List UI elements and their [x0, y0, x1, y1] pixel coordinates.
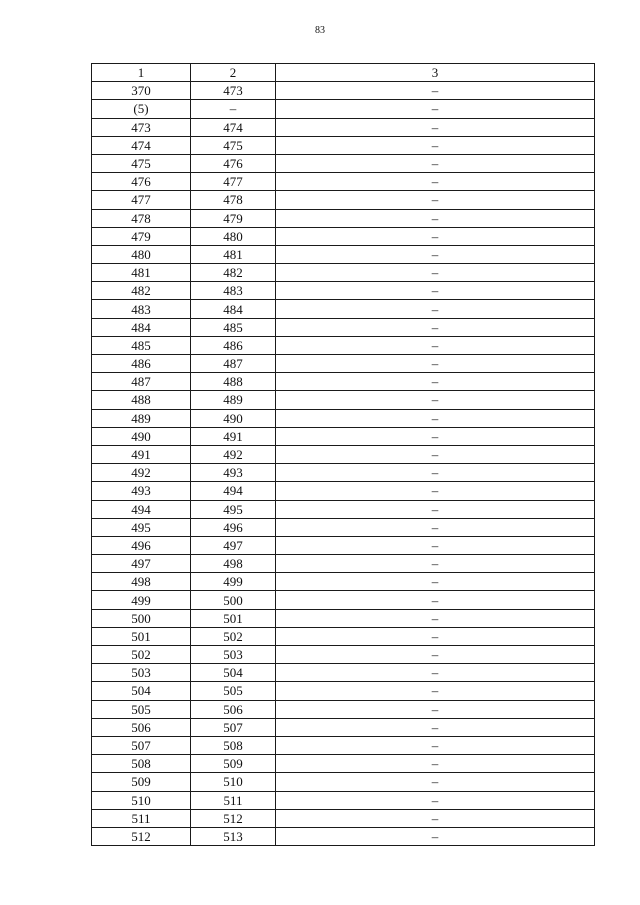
table-cell-col-2: 496 — [191, 518, 276, 536]
table-cell-col-3: – — [276, 118, 595, 136]
table-cell-col-3: – — [276, 373, 595, 391]
table-cell-col-1: 497 — [92, 555, 191, 573]
table-row — [92, 573, 595, 591]
table-cell-col-1: 511 — [92, 809, 191, 827]
table-cell-col-3: – — [276, 773, 595, 791]
table-cell-col-2: 494 — [191, 482, 276, 500]
table-row — [92, 82, 595, 100]
table-row — [92, 682, 595, 700]
table-cell-col-1: 483 — [92, 300, 191, 318]
table-row — [92, 136, 595, 154]
table-cell-col-1: 495 — [92, 518, 191, 536]
table-cell-col-1: 482 — [92, 282, 191, 300]
table-cell-col-3: – — [276, 682, 595, 700]
table-cell-col-1: 506 — [92, 718, 191, 736]
table-cell-col-1: 503 — [92, 664, 191, 682]
table-cell-col-3: – — [276, 791, 595, 809]
table-cell-col-2: 509 — [191, 755, 276, 773]
table-cell-col-3: – — [276, 409, 595, 427]
table-cell-col-3: – — [276, 191, 595, 209]
table-row — [92, 464, 595, 482]
table-cell-col-3: – — [276, 500, 595, 518]
table-cell-col-2: 473 — [191, 82, 276, 100]
table-row — [92, 773, 595, 791]
table-row — [92, 373, 595, 391]
table-cell-col-3: – — [276, 609, 595, 627]
table-cell-col-3: – — [276, 336, 595, 354]
table-cell-col-3: – — [276, 755, 595, 773]
table-cell-col-2: 492 — [191, 445, 276, 463]
table-row — [92, 518, 595, 536]
table-cell-col-2: 497 — [191, 536, 276, 554]
table-cell-col-2: 502 — [191, 627, 276, 645]
table-cell-col-2: 489 — [191, 391, 276, 409]
table-cell-col-3: – — [276, 573, 595, 591]
table-cell-col-3: – — [276, 827, 595, 845]
column-header-1: 1 — [92, 64, 191, 82]
table-cell-col-1: 512 — [92, 827, 191, 845]
table-cell-col-1: 474 — [92, 136, 191, 154]
table-cell-col-2: – — [191, 100, 276, 118]
table-cell-col-1: 485 — [92, 336, 191, 354]
table-cell-col-3: – — [276, 282, 595, 300]
table-cell-col-3: – — [276, 518, 595, 536]
table-cell-col-1: (5) — [92, 100, 191, 118]
table-cell-col-1: 491 — [92, 445, 191, 463]
table-cell-col-2: 508 — [191, 736, 276, 754]
table-cell-col-1: 478 — [92, 209, 191, 227]
table-row — [92, 646, 595, 664]
table-row — [92, 118, 595, 136]
table-row — [92, 718, 595, 736]
table-row — [92, 445, 595, 463]
table-cell-col-3: – — [276, 245, 595, 263]
table-cell-col-3: – — [276, 82, 595, 100]
table-row — [92, 245, 595, 263]
table-row — [92, 736, 595, 754]
table-cell-col-1: 476 — [92, 173, 191, 191]
table-cell-col-3: – — [276, 227, 595, 245]
table-row — [92, 500, 595, 518]
table-row — [92, 173, 595, 191]
table-row — [92, 336, 595, 354]
table-cell-col-1: 494 — [92, 500, 191, 518]
table-row — [92, 282, 595, 300]
column-header-3: 3 — [276, 64, 595, 82]
table-cell-col-2: 500 — [191, 591, 276, 609]
table-cell-col-1: 488 — [92, 391, 191, 409]
table-cell-col-1: 492 — [92, 464, 191, 482]
table-cell-col-2: 495 — [191, 500, 276, 518]
table-row — [92, 100, 595, 118]
table-row — [92, 755, 595, 773]
table-row — [92, 154, 595, 172]
table-row — [92, 591, 595, 609]
table-cell-col-2: 510 — [191, 773, 276, 791]
table-row — [92, 700, 595, 718]
table-cell-col-3: – — [276, 264, 595, 282]
table-cell-col-3: – — [276, 646, 595, 664]
table-cell-col-3: – — [276, 718, 595, 736]
table-cell-col-2: 487 — [191, 355, 276, 373]
table-cell-col-3: – — [276, 391, 595, 409]
table-cell-col-3: – — [276, 209, 595, 227]
table-cell-col-1: 496 — [92, 536, 191, 554]
table-cell-col-1: 507 — [92, 736, 191, 754]
column-header-2: 2 — [191, 64, 276, 82]
table-cell-col-1: 498 — [92, 573, 191, 591]
table-cell-col-1: 480 — [92, 245, 191, 263]
table-cell-col-2: 480 — [191, 227, 276, 245]
table-cell-col-2: 505 — [191, 682, 276, 700]
table-cell-col-2: 483 — [191, 282, 276, 300]
table-row — [92, 536, 595, 554]
table-cell-col-1: 473 — [92, 118, 191, 136]
table-cell-col-3: – — [276, 136, 595, 154]
table-cell-col-1: 508 — [92, 755, 191, 773]
table-cell-col-3: – — [276, 300, 595, 318]
table-cell-col-3: – — [276, 427, 595, 445]
table-cell-col-1: 500 — [92, 609, 191, 627]
table-cell-col-2: 513 — [191, 827, 276, 845]
table-cell-col-3: – — [276, 736, 595, 754]
table-cell-col-1: 490 — [92, 427, 191, 445]
table-cell-col-2: 476 — [191, 154, 276, 172]
table-cell-col-2: 501 — [191, 609, 276, 627]
table-cell-col-2: 493 — [191, 464, 276, 482]
table-cell-col-3: – — [276, 318, 595, 336]
table-row — [92, 609, 595, 627]
table-cell-col-2: 488 — [191, 373, 276, 391]
table-row — [92, 482, 595, 500]
table-cell-col-1: 484 — [92, 318, 191, 336]
table-cell-col-3: – — [276, 809, 595, 827]
table-header — [92, 64, 595, 82]
table-row — [92, 427, 595, 445]
table-cell-col-2: 491 — [191, 427, 276, 445]
table-cell-col-3: – — [276, 627, 595, 645]
table-cell-col-3: – — [276, 664, 595, 682]
table-cell-col-3: – — [276, 355, 595, 373]
table-cell-col-2: 477 — [191, 173, 276, 191]
table-cell-col-2: 474 — [191, 118, 276, 136]
table-row — [92, 555, 595, 573]
table-row — [92, 227, 595, 245]
table-row — [92, 209, 595, 227]
page-number: 83 — [315, 25, 325, 36]
table-cell-col-1: 499 — [92, 591, 191, 609]
table-cell-col-2: 486 — [191, 336, 276, 354]
table-cell-col-1: 501 — [92, 627, 191, 645]
table-cell-col-1: 493 — [92, 482, 191, 500]
table-cell-col-1: 509 — [92, 773, 191, 791]
table-row — [92, 264, 595, 282]
table-row — [92, 791, 595, 809]
table-cell-col-2: 507 — [191, 718, 276, 736]
table-cell-col-1: 486 — [92, 355, 191, 373]
table-cell-col-2: 499 — [191, 573, 276, 591]
table-cell-col-1: 477 — [92, 191, 191, 209]
table-row — [92, 318, 595, 336]
table-cell-col-3: – — [276, 555, 595, 573]
table-row — [92, 355, 595, 373]
table-cell-col-1: 475 — [92, 154, 191, 172]
table-cell-col-1: 510 — [92, 791, 191, 809]
table-cell-col-3: – — [276, 464, 595, 482]
table-cell-col-2: 475 — [191, 136, 276, 154]
table-cell-col-1: 489 — [92, 409, 191, 427]
table-row — [92, 627, 595, 645]
table-cell-col-3: – — [276, 482, 595, 500]
table-cell-col-2: 482 — [191, 264, 276, 282]
table-cell-col-3: – — [276, 154, 595, 172]
table-cell-col-2: 484 — [191, 300, 276, 318]
table-cell-col-1: 487 — [92, 373, 191, 391]
table-row — [92, 191, 595, 209]
table-cell-col-3: – — [276, 536, 595, 554]
table-row — [92, 827, 595, 845]
table-row — [92, 664, 595, 682]
table-cell-col-2: 485 — [191, 318, 276, 336]
table-row — [92, 409, 595, 427]
data-table — [91, 63, 595, 846]
table-cell-col-2: 478 — [191, 191, 276, 209]
table-cell-col-2: 504 — [191, 664, 276, 682]
table-cell-col-2: 490 — [191, 409, 276, 427]
table-cell-col-3: – — [276, 173, 595, 191]
table-container — [91, 63, 594, 846]
table-cell-col-1: 479 — [92, 227, 191, 245]
table-cell-col-1: 505 — [92, 700, 191, 718]
header-row — [92, 64, 595, 82]
table-cell-col-3: – — [276, 700, 595, 718]
table-row — [92, 809, 595, 827]
table-cell-col-1: 502 — [92, 646, 191, 664]
table-cell-col-2: 498 — [191, 555, 276, 573]
table-cell-col-2: 511 — [191, 791, 276, 809]
table-cell-col-2: 506 — [191, 700, 276, 718]
table-cell-col-2: 512 — [191, 809, 276, 827]
table-cell-col-3: – — [276, 100, 595, 118]
table-cell-col-3: – — [276, 591, 595, 609]
table-body — [92, 82, 595, 846]
table-cell-col-2: 503 — [191, 646, 276, 664]
table-cell-col-3: – — [276, 445, 595, 463]
table-row — [92, 300, 595, 318]
table-cell-col-2: 479 — [191, 209, 276, 227]
table-cell-col-1: 504 — [92, 682, 191, 700]
table-cell-col-1: 481 — [92, 264, 191, 282]
table-cell-col-1: 370 — [92, 82, 191, 100]
table-row — [92, 391, 595, 409]
table-cell-col-2: 481 — [191, 245, 276, 263]
